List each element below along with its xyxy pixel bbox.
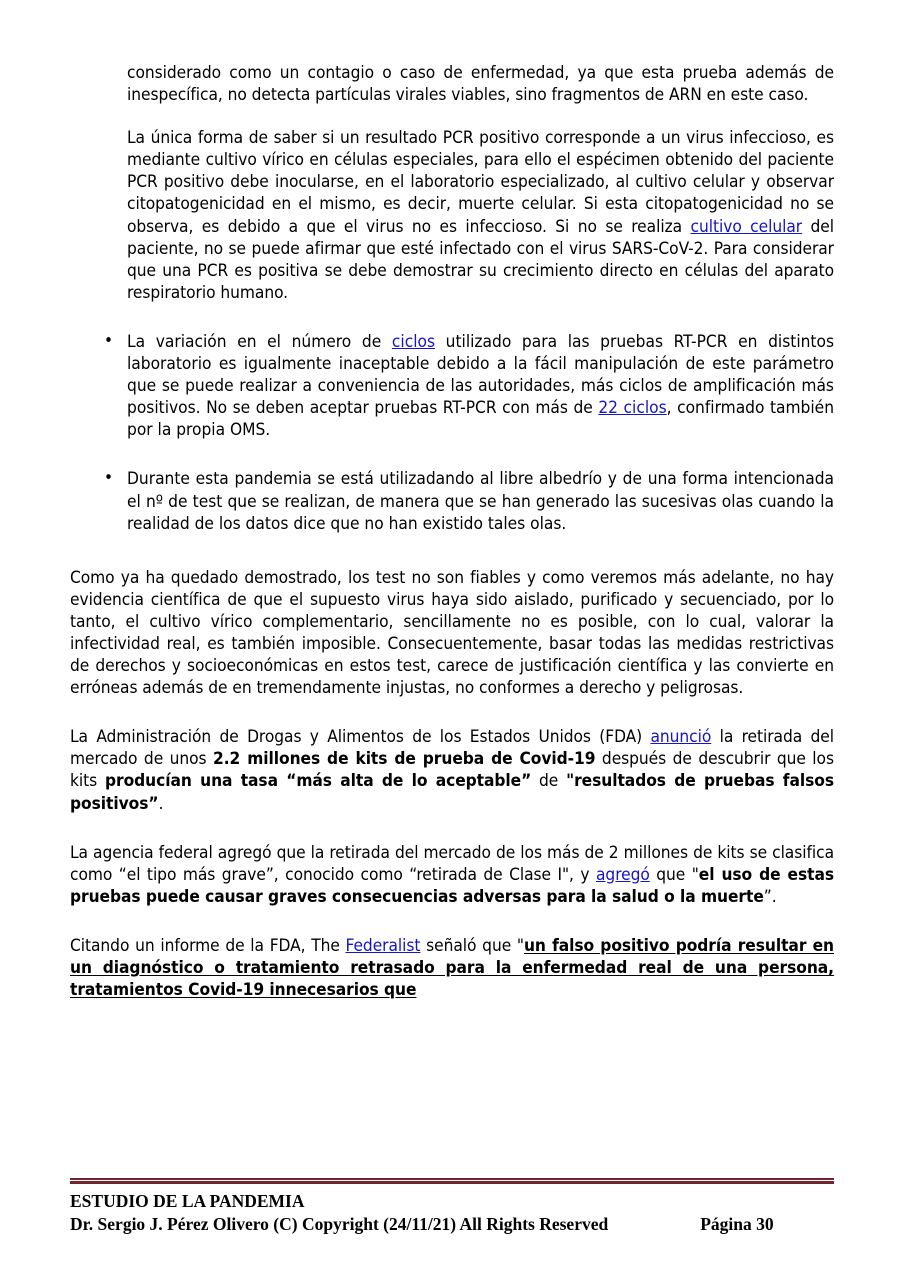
paragraph-federalist-quote-text-1: Citando un informe de la FDA, The	[70, 935, 346, 956]
emphasis-rate-quote: producían una tasa “más alta de lo aceptable”	[104, 771, 532, 792]
link-agrego[interactable]: agregó	[596, 864, 650, 885]
footer-content	[70, 1190, 834, 1236]
emphasis-kits-count: 2.2 millones de kits de prueba de Covid-19	[213, 749, 596, 770]
spacer	[70, 106, 834, 127]
spacer	[70, 304, 834, 331]
paragraph-federalist-quote-text-2: señaló que "	[420, 935, 524, 956]
link-cultivo-celular[interactable]: cultivo celular	[690, 216, 803, 237]
list-item-text-3: , confirmado también por la propia OMS.	[127, 398, 834, 441]
paragraph-continuation	[127, 62, 834, 106]
paragraph-federal-agency	[70, 842, 834, 908]
link-22-ciclos[interactable]: 22 ciclos	[598, 398, 667, 419]
spacer	[70, 699, 834, 726]
link-anuncio[interactable]: anunció	[650, 727, 712, 748]
bullet-marker-icon: •	[104, 330, 114, 351]
paragraph-fda-recall-text-2: la retirada del mercado de unos	[70, 727, 834, 770]
bullet-marker-icon: •	[104, 468, 114, 489]
paragraph-fda-recall-text-1: La Administración de Drogas y Alimentos de los Estados Unidos (FDA)	[70, 727, 651, 748]
footer-divider	[70, 1178, 834, 1184]
list-item	[104, 330, 835, 441]
paragraph-fda-recall	[70, 726, 834, 814]
list-item-text-1: Durante esta pandemia se está utilizadando al libre albedrío y de una forma intencionada el nº de test que se realizan, de manera que se han generado las sucesivas olas cuando la realidad de los datos dice que no han existido tales olas.	[127, 469, 834, 534]
document-body	[70, 62, 834, 1001]
footer-bottom-row	[70, 1213, 834, 1236]
list-item-text-1: La variación en el número de	[127, 331, 392, 352]
spacer	[70, 815, 834, 842]
paragraph-pcr-culture-text-2: del paciente, no se puede afirmar que esté infectado con el virus SARS-CoV-2. Para considerar que una PCR es positiva se debe demostrar su crecimiento directo en células del aparato respiratorio humano.	[127, 216, 835, 303]
page-footer	[70, 1178, 834, 1236]
footer-page-number: Página 30	[700, 1214, 774, 1234]
spacer	[70, 535, 834, 567]
spacer	[70, 441, 834, 468]
footer-study-title: ESTUDIO DE LA PANDEMIA	[70, 1191, 305, 1211]
paragraph-fda-recall-text-3: después de descubrir que los kits	[70, 749, 834, 792]
paragraph-tests-unreliable-text: Como ya ha quedado demostrado, los test no son fiables y como veremos más adelante, no hay evidencia científica de que el supuesto virus haya sido aislado, purificado y secuenciado, por lo tanto, el cultivo vírico complementario, sencillamente no es posible, con lo cual, valorar la infectividad real, es también imposible. Consecuentemente, basar todas las medidas restrictivas de derechos y socioeconómicas en estos test, carece de justificación científica y las convierte en erróneas además de en tremendamente injustas, no conformes a derecho y peligrosas.	[70, 567, 834, 699]
paragraph-federal-agency-text-1: La agencia federal agregó que la retirada del mercado de los más de 2 millones de kits se clasifica como “el tipo más grave”, conocido como “retirada de Clase I", y	[70, 842, 834, 885]
emphasis-adverse-consequences: el uso de estas pruebas puede causar graves consecuencias adversas para la salud o la muerte	[70, 864, 834, 907]
footer-copyright: Dr. Sergio J. Pérez Olivero (C) Copyright (24/11/21) All Rights Reserved	[70, 1214, 609, 1234]
paragraph-federal-agency-text-2: que "	[649, 864, 699, 885]
link-federalist[interactable]: Federalist	[345, 935, 421, 956]
paragraph-fda-recall-text-5: .	[158, 793, 164, 814]
paragraph-tests-unreliable	[70, 567, 834, 700]
paragraph-federal-agency-text-3: ”.	[763, 886, 777, 907]
paragraph-fda-recall-text-4: de	[531, 771, 567, 792]
paragraph-pcr-culture-text-1: La única forma de saber si un resultado PCR positivo corresponde a un virus infeccioso, es mediante cultivo vírico en células especiales, para ello el espécimen obtenido del paciente PCR positivo debe inocularse, en el laboratorio especializado, al cultivo celular y observar citopatogenicidad en el mismo, es decir, muerte celular. Si esta citopatogenicidad no se observa, es debido a que el virus no es infeccioso. Si no se realiza	[127, 128, 834, 237]
paragraph-pcr-culture	[127, 127, 834, 304]
emphasis-false-positives: "resultados de pruebas falsos positivos”	[70, 771, 834, 814]
spacer	[70, 908, 834, 935]
list-item-text-2: utilizado para las pruebas RT-PCR en distintos laboratorio es igualmente inaceptable debido a la fácil manipulación de este parámetro que se puede realizar a conveniencia de las autoridades, más ciclos de amplificación más positivos. No se deben aceptar pruebas RT-PCR con más de	[127, 331, 835, 419]
paragraph-continuation-text: considerado como un contagio o caso de enfermedad, ya que esta prueba además de inespecífica, no detecta partículas virales viables, sino fragmentos de ARN en este caso.	[127, 63, 834, 106]
link-ciclos[interactable]: ciclos	[391, 331, 436, 352]
paragraph-federalist-quote	[70, 935, 834, 1001]
list-item	[104, 468, 834, 534]
emphasis-false-positive-quote: un falso positivo podría resultar en un diagnóstico o tratamiento retrasado para la enfermedad real de una persona, tratamientos Covid-19 innecesarios que	[70, 935, 834, 1001]
